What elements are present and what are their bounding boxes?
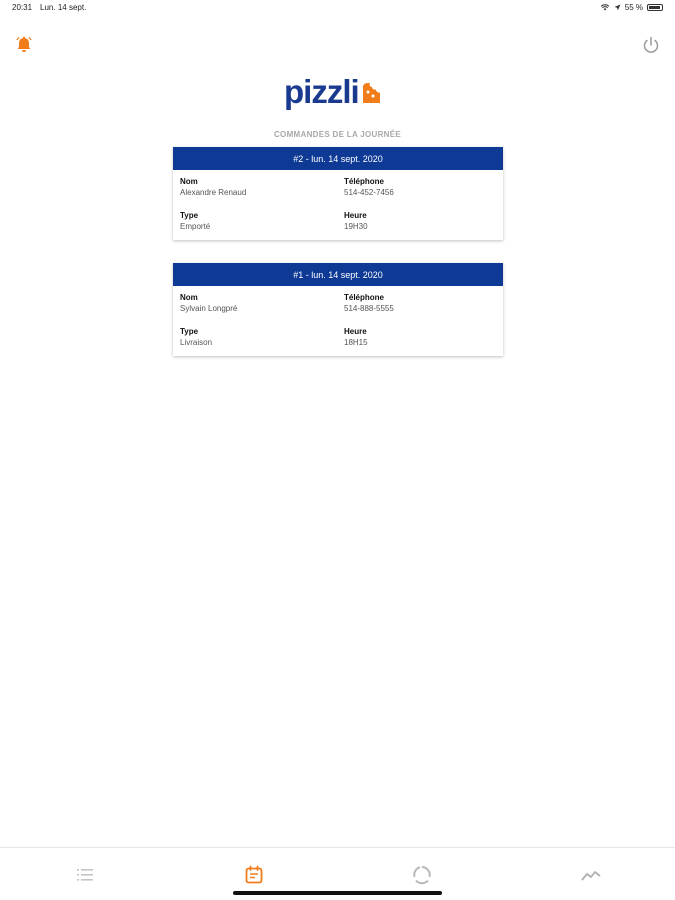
time-field bbox=[344, 326, 494, 348]
time-label: Heure bbox=[344, 211, 367, 220]
phone-label: Téléphone bbox=[344, 293, 385, 302]
location-icon bbox=[614, 4, 621, 11]
phone-value: 514-452-7456 bbox=[344, 188, 394, 197]
phone-label: Téléphone bbox=[344, 177, 385, 186]
type-value: Emporté bbox=[180, 222, 211, 231]
type-label: Type bbox=[180, 211, 199, 220]
section-title: COMMANDES DE LA JOURNÉE bbox=[273, 130, 402, 139]
status-right bbox=[600, 3, 663, 12]
status-date: Lun. 14 sept. bbox=[40, 3, 87, 12]
wifi-icon bbox=[600, 4, 610, 11]
loading-ring-icon[interactable] bbox=[411, 864, 433, 886]
battery-percent: 55 % bbox=[624, 3, 643, 12]
status-time: 20:31 bbox=[12, 3, 33, 12]
bell-icon[interactable] bbox=[14, 35, 34, 55]
logo-text: pizzli bbox=[284, 73, 359, 110]
order-card[interactable] bbox=[173, 147, 503, 240]
order-card-body bbox=[173, 286, 503, 356]
type-label: Type bbox=[180, 327, 199, 336]
name-value: Sylvain Longpré bbox=[180, 304, 238, 313]
status-left bbox=[12, 3, 86, 12]
home-indicator bbox=[233, 891, 442, 895]
name-label: Nom bbox=[180, 293, 198, 302]
order-card-body bbox=[173, 170, 503, 240]
order-card-header: #1 - lun. 14 sept. 2020 bbox=[173, 263, 503, 286]
calendar-icon[interactable] bbox=[243, 864, 265, 886]
name-label: Nom bbox=[180, 177, 198, 186]
phone-value: 514-888-5555 bbox=[344, 304, 394, 313]
time-value: 19H30 bbox=[344, 222, 368, 231]
app-logo bbox=[284, 72, 394, 112]
type-field bbox=[180, 210, 344, 232]
battery-icon bbox=[647, 4, 663, 11]
type-field bbox=[180, 326, 344, 348]
type-value: Livraison bbox=[180, 338, 213, 347]
status-bar bbox=[0, 0, 675, 16]
tab-bar bbox=[0, 847, 675, 900]
pizza-bite-logo-icon bbox=[360, 81, 382, 105]
power-icon[interactable] bbox=[641, 35, 661, 55]
order-card[interactable] bbox=[173, 263, 503, 356]
list-icon[interactable] bbox=[74, 864, 96, 886]
time-field bbox=[344, 210, 494, 232]
name-value: Alexandre Renaud bbox=[180, 188, 247, 197]
trend-chart-icon[interactable] bbox=[580, 864, 602, 886]
name-field bbox=[180, 292, 344, 314]
name-field bbox=[180, 176, 344, 198]
phone-field bbox=[344, 176, 494, 198]
order-card-header: #2 - lun. 14 sept. 2020 bbox=[173, 147, 503, 170]
time-value: 18H15 bbox=[344, 338, 368, 347]
phone-field bbox=[344, 292, 494, 314]
time-label: Heure bbox=[344, 327, 367, 336]
